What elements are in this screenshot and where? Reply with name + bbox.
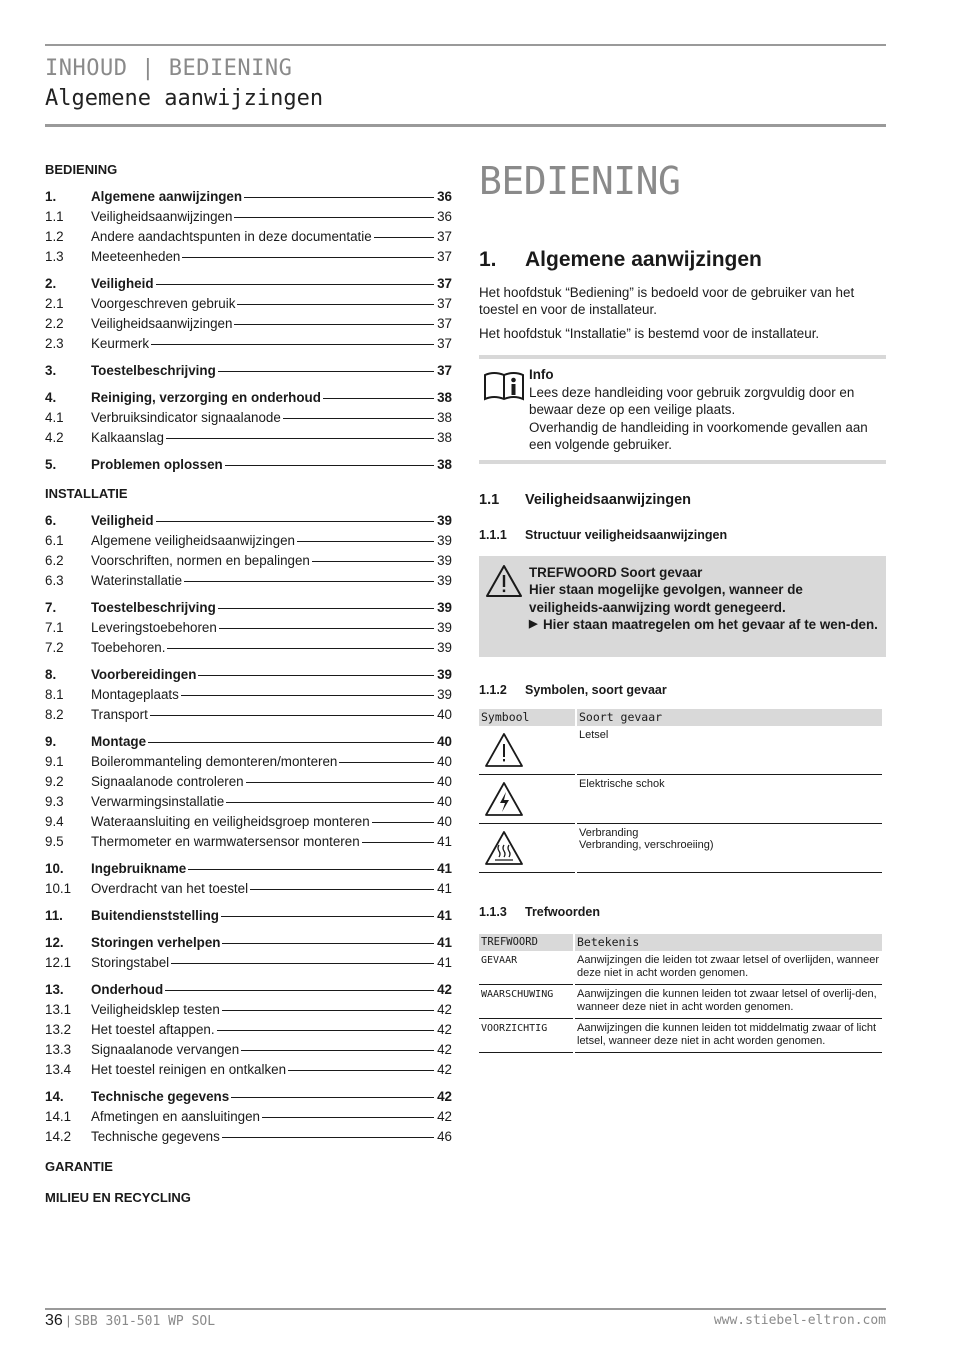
- toc-leader-line: [323, 398, 434, 399]
- toc-leader-line: [218, 608, 434, 609]
- toc-entry-number: 9.2: [45, 774, 64, 789]
- toc-entry-label: Veiligheid: [91, 513, 154, 528]
- toc-entry[interactable]: [45, 1000, 452, 1020]
- subsubsection-title: Trefwoorden: [525, 904, 601, 919]
- subsubsection-number: 1.1.3: [479, 904, 507, 919]
- toc-entry-page: 40: [437, 707, 452, 722]
- toc-entry[interactable]: [45, 618, 452, 638]
- product-name: SBB 301-501 WP SOL: [74, 1314, 216, 1329]
- table-row: [479, 984, 882, 1018]
- section-title: Algemene aanwijzingen: [525, 248, 762, 271]
- table-row: [479, 951, 882, 985]
- toc-entry-number: 9.3: [45, 794, 64, 809]
- toc-entry-page: 39: [437, 513, 452, 528]
- symbols-table: [479, 709, 882, 873]
- toc-entry-label: Transport: [91, 707, 148, 722]
- toc-leader-line: [362, 842, 434, 843]
- toc-entry[interactable]: [45, 1020, 452, 1040]
- subsubsection-title: Structuur veiligheidsaanwijzingen: [525, 527, 728, 542]
- toc-entry-number: 1.2: [45, 229, 64, 244]
- toc-entry[interactable]: [45, 638, 452, 658]
- toc-entry-page: 37: [437, 229, 452, 244]
- toc-entry-page: 38: [437, 410, 452, 425]
- toc-entry-number: 3.: [45, 363, 57, 378]
- toc-entry-page: 36: [437, 209, 452, 224]
- toc-entry-page: 42: [437, 1022, 452, 1037]
- toc-entry[interactable]: [45, 1107, 452, 1127]
- toc-entry[interactable]: [45, 428, 452, 448]
- toc-entry-page: 39: [437, 620, 452, 635]
- toc-leader-line: [372, 822, 434, 823]
- toc-entry-number: 10.1: [45, 881, 72, 896]
- subsubsection-heading-keywords: [479, 905, 886, 919]
- toc-leader-line: [181, 695, 434, 696]
- toc-entry[interactable]: [45, 1040, 452, 1060]
- warning-box: [479, 556, 886, 657]
- toc-leader-line: [156, 521, 434, 522]
- subsection-heading: [479, 492, 886, 508]
- toc-leader-line: [226, 802, 434, 803]
- toc-entry-page: 39: [437, 533, 452, 548]
- toc-leader-line: [234, 217, 434, 218]
- toc-leader-line: [217, 1030, 434, 1031]
- toc-section-installatie: INSTALLATIE: [45, 486, 128, 501]
- toc-entry-label: Veiligheidsklep testen: [91, 1002, 220, 1017]
- header-rule: [45, 124, 886, 127]
- warning-triangle-icon: [483, 731, 525, 769]
- toc-leader-line: [222, 943, 434, 944]
- toc-entry-label: Toestelbeschrijving: [91, 600, 216, 615]
- toc-entry-page: 41: [437, 861, 452, 876]
- toc-entry-number: 13.: [45, 982, 64, 997]
- toc-entry-page: 39: [437, 600, 452, 615]
- toc-entry[interactable]: [45, 294, 452, 314]
- toc-leader-line: [283, 418, 434, 419]
- keyword-cell: VOORZICHTIG: [479, 1018, 573, 1052]
- toc-entry[interactable]: [45, 274, 452, 294]
- warning-step-text: Hier staan maatregelen om het gevaar af te wen-den.: [543, 617, 878, 632]
- toc-leader-line: [339, 762, 434, 763]
- toc-entry-number: 13.1: [45, 1002, 72, 1017]
- warning-triangle-icon: [484, 563, 524, 599]
- toc-entry-label: Wateraansluiting en veiligheidsgroep monteren: [91, 814, 370, 829]
- toc-entry[interactable]: [45, 1060, 452, 1080]
- toc-entry-page: 41: [437, 834, 452, 849]
- toc-entry[interactable]: [45, 598, 452, 618]
- toc-entry-page: 41: [437, 908, 452, 923]
- toc-entry[interactable]: [45, 732, 452, 752]
- toc-entry-label: Montageplaats: [91, 687, 179, 702]
- toc-leader-line: [297, 541, 434, 542]
- toc-entry-label: Signaalanode controleren: [91, 774, 244, 789]
- toc-entry[interactable]: [45, 455, 452, 475]
- toc-leader-line: [218, 371, 434, 372]
- subsubsection-number: 1.1.1: [479, 527, 507, 542]
- toc-entry[interactable]: [45, 772, 452, 792]
- toc-entry-page: 37: [437, 249, 452, 264]
- toc-entry-number: 1.1: [45, 209, 64, 224]
- toc-leader-line: [167, 648, 434, 649]
- toc-leader-line: [166, 438, 434, 439]
- toc-entry-label: Verwarmingsinstallatie: [91, 794, 225, 809]
- toc-entry-page: 37: [437, 363, 452, 378]
- toc-entry-number: 13.2: [45, 1022, 72, 1037]
- toc-entry-label: Technische gegevens: [91, 1129, 220, 1144]
- toc-leader-line: [222, 1010, 434, 1011]
- toc-leader-line: [156, 284, 434, 285]
- info-line-2: Overhandig de handleiding in voorkomende gevallen aan een volgende gebruiker.: [529, 419, 868, 452]
- toc-entry[interactable]: [45, 531, 452, 551]
- toc-leader-line: [237, 304, 434, 305]
- toc-entry[interactable]: [45, 334, 452, 354]
- toc-entry-number: 14.2: [45, 1129, 72, 1144]
- toc-leader-line: [234, 324, 434, 325]
- symbols-header-symbol: Symbool: [479, 709, 575, 726]
- toc-entry-page: 42: [437, 1002, 452, 1017]
- toc-entry[interactable]: [45, 705, 452, 725]
- info-line-1: Lees deze handleiding voor gebruik zorgvuldig door en bewaar deze op een veilige plaats.: [529, 384, 855, 417]
- toc-entry-page: 42: [437, 1062, 452, 1077]
- toc-entry[interactable]: [45, 1127, 452, 1147]
- toc-entry-label: Storingen verhelpen: [91, 935, 221, 950]
- toc-entry-number: 14.: [45, 1089, 64, 1104]
- toc-entry-page: 38: [437, 430, 452, 445]
- toc-entry-label: Voorgeschreven gebruik: [91, 296, 236, 311]
- toc-entry[interactable]: [45, 832, 452, 852]
- toc-leader-line: [244, 197, 434, 198]
- toc-entry-page: 41: [437, 955, 452, 970]
- toc-entry-number: 6.3: [45, 573, 64, 588]
- toc-entry[interactable]: [45, 187, 452, 207]
- toc-leader-line: [246, 782, 434, 783]
- toc-entry-label: Algemene veiligheidsaanwijzingen: [91, 533, 295, 548]
- toc-leader-line: [231, 1097, 434, 1098]
- toc-entry-number: 6.2: [45, 553, 64, 568]
- toc-entry[interactable]: [45, 571, 452, 591]
- toc-entry-label: Leveringstoebehoren: [91, 620, 217, 635]
- toc-entry[interactable]: [45, 551, 452, 571]
- toc-leader-line: [221, 916, 434, 917]
- toc-entry-number: 13.4: [45, 1062, 72, 1077]
- toc-entry[interactable]: [45, 314, 452, 334]
- info-title: Info: [529, 367, 554, 382]
- keywords-table: [479, 934, 882, 1053]
- toc-entry-number: 9.1: [45, 754, 64, 769]
- toc-entry-page: 40: [437, 734, 452, 749]
- table-row: [479, 774, 882, 823]
- toc-entry-label: Voorbereidingen: [91, 667, 197, 682]
- toc-entry-number: 7.1: [45, 620, 64, 635]
- toc-entry-label: Het toestel aftappen.: [91, 1022, 215, 1037]
- toc-entry-label: Toestelbeschrijving: [91, 363, 216, 378]
- toc-entry-page: 39: [437, 687, 452, 702]
- arrow-right-icon: ▶: [529, 618, 538, 630]
- toc-entry-number: 4.1: [45, 410, 64, 425]
- toc-entry-page: 39: [437, 667, 452, 682]
- toc-entry[interactable]: [45, 752, 452, 772]
- warning-text: Hier staan mogelijke gevolgen, wanneer de veiligheids-aanwijzing wordt genegeerd.: [529, 582, 803, 615]
- main-content: [479, 150, 886, 1053]
- toc-leader-line: [151, 344, 434, 345]
- toc-entry-number: 6.: [45, 513, 57, 528]
- toc-entry[interactable]: [45, 812, 452, 832]
- table-row: [479, 823, 882, 872]
- toc-entry-number: 4.2: [45, 430, 64, 445]
- subsubsection-number: 1.1.2: [479, 682, 507, 697]
- toc-entry[interactable]: [45, 227, 452, 247]
- meaning-cell: Aanwijzingen die kunnen leiden tot zwaar letsel of overlij-den, wanneer deze niet in acht worden genomen.: [575, 984, 882, 1018]
- toc-entry-label: Boilerommanteling demonteren/monteren: [91, 754, 338, 769]
- toc-entry-label: Veiligheid: [91, 276, 154, 291]
- toc-entry-label: Reiniging, verzorging en onderhoud: [91, 390, 321, 405]
- toc-entry-label: Buitendienststelling: [91, 908, 219, 923]
- toc-bediening-list: [45, 187, 452, 475]
- toc-entry[interactable]: [45, 408, 452, 428]
- toc-entry-label: Kalkaanslag: [91, 430, 164, 445]
- toc-leader-line: [188, 869, 434, 870]
- warning-title: TREFWOORD Soort gevaar: [529, 564, 703, 580]
- table-row: [479, 726, 882, 775]
- toc-leader-line: [312, 561, 434, 562]
- toc-entry[interactable]: [45, 511, 452, 531]
- toc-entry-number: 11.: [45, 908, 63, 923]
- toc-entry-page: 38: [437, 457, 452, 472]
- symbol-desc: Verbranding Verbranding, verschroeiing): [577, 823, 882, 872]
- toc-milieu: MILIEU EN RECYCLING: [45, 1190, 191, 1205]
- toc-entry-page: 41: [437, 935, 452, 950]
- toc-entry-number: 9.: [45, 734, 57, 749]
- toc-entry-number: 7.: [45, 600, 57, 615]
- toc-entry[interactable]: [45, 1087, 452, 1107]
- footer-separator: |: [66, 1313, 71, 1328]
- toc-entry-page: 39: [437, 573, 452, 588]
- toc-entry-page: 36: [437, 189, 452, 204]
- subsubsection-heading-symbols: [479, 683, 886, 697]
- toc-entry-number: 5.: [45, 457, 57, 472]
- symbol-desc: Elektrische schok: [577, 774, 882, 823]
- footer-rule: [45, 1308, 886, 1310]
- toc-entry-page: 41: [437, 881, 452, 896]
- toc-leader-line: [182, 257, 434, 258]
- toc-entry-page: 37: [437, 316, 452, 331]
- toc-entry[interactable]: [45, 361, 452, 381]
- toc-entry-label: Veiligheidsaanwijzingen: [91, 209, 233, 224]
- toc-entry-page: 42: [437, 1109, 452, 1124]
- toc-entry-page: 38: [437, 390, 452, 405]
- toc-entry-number: 8.2: [45, 707, 64, 722]
- toc-leader-line: [374, 237, 434, 238]
- toc-leader-line: [148, 742, 434, 743]
- section-number: 1.: [479, 248, 497, 271]
- toc-entry-number: 9.4: [45, 814, 64, 829]
- toc-entry[interactable]: [45, 859, 452, 879]
- burn-hazard-icon: [483, 829, 525, 867]
- toc-entry-number: 10.: [45, 861, 64, 876]
- table-row: [479, 1018, 882, 1052]
- toc-entry-label: Meeteenheden: [91, 249, 181, 264]
- toc-leader-line: [222, 1137, 434, 1138]
- toc-leader-line: [288, 1070, 434, 1071]
- toc-entry-label: Problemen oplossen: [91, 457, 223, 472]
- toc-entry-page: 40: [437, 814, 452, 829]
- footer-url: www.stiebel-eltron.com: [713, 1313, 886, 1328]
- toc-entry-label: Verbruiksindicator signaalanode: [91, 410, 281, 425]
- toc-entry[interactable]: [45, 980, 452, 1000]
- top-rule: [45, 44, 886, 46]
- toc-section-bediening: BEDIENING: [45, 162, 118, 177]
- toc-entry-label: Storingstabel: [91, 955, 170, 970]
- keywords-header-keyword: TREFWOORD: [479, 934, 573, 951]
- toc-entry-number: 2.: [45, 276, 57, 291]
- meaning-cell: Aanwijzingen die leiden tot zwaar letsel of overlijden, wanneer deze niet in acht worden genomen.: [575, 951, 882, 985]
- symbols-header-type: Soort gevaar: [577, 709, 882, 726]
- subsection-number: 1.1: [479, 491, 500, 508]
- toc-entry-number: 8.1: [45, 687, 64, 702]
- toc-entry[interactable]: [45, 906, 452, 926]
- info-box: [479, 355, 886, 464]
- toc-entry-page: 40: [437, 774, 452, 789]
- symbol-desc: Letsel: [577, 726, 882, 775]
- toc-entry-label: Algemene aanwijzingen: [91, 189, 243, 204]
- toc-entry-page: 40: [437, 794, 452, 809]
- toc-entry-label: Andere aandachtspunten in deze documentatie: [91, 229, 372, 244]
- toc-entry-number: 6.1: [45, 533, 64, 548]
- intro-paragraph-2: Het hoofdstuk “Installatie” is bestemd voor de installateur.: [479, 326, 820, 341]
- toc-entry-number: 4.: [45, 390, 57, 405]
- toc-garantie: GARANTIE: [45, 1159, 113, 1174]
- footer-left: [45, 1312, 215, 1330]
- toc-entry-page: 37: [437, 336, 452, 351]
- meaning-cell: Aanwijzingen die kunnen leiden tot middelmatig zwaar of licht letsel, wanneer deze niet in acht worden genomen.: [575, 1018, 882, 1052]
- subsubsection-heading-structure: [479, 528, 886, 542]
- toc-entry-label: Voorschriften, normen en bepalingen: [91, 553, 310, 568]
- toc-installatie-list: [45, 511, 452, 1147]
- toc-entry[interactable]: [45, 879, 452, 899]
- toc-entry-label: Signaalanode vervangen: [91, 1042, 240, 1057]
- toc-entry-number: 9.5: [45, 834, 64, 849]
- toc-entry[interactable]: [45, 207, 452, 227]
- toc-entry-number: 2.1: [45, 296, 64, 311]
- toc-entry[interactable]: [45, 685, 452, 705]
- toc-leader-line: [219, 628, 434, 629]
- toc-entry-label: Veiligheidsaanwijzingen: [91, 316, 233, 331]
- toc-entry-number: 2.2: [45, 316, 64, 331]
- subsubsection-title: Symbolen, soort gevaar: [525, 682, 667, 697]
- toc-entry-number: 1.3: [45, 249, 64, 264]
- toc-entry-label: Onderhoud: [91, 982, 164, 997]
- toc-entry-page: 39: [437, 553, 452, 568]
- toc-entry-page: 40: [437, 754, 452, 769]
- toc-entry-page: 42: [437, 1089, 452, 1104]
- toc-entry-page: 39: [437, 640, 452, 655]
- toc-leader-line: [241, 1050, 434, 1051]
- toc-entry-number: 1.: [45, 189, 57, 204]
- section-heading: [479, 248, 886, 272]
- toc-leader-line: [184, 581, 434, 582]
- toc-entry-page: 37: [437, 276, 452, 291]
- toc-entry[interactable]: [45, 388, 452, 408]
- book-info-icon: [483, 369, 525, 403]
- chapter-title: BEDIENING: [479, 159, 681, 203]
- toc-entry-label: Toebehoren.: [91, 640, 166, 655]
- toc-entry[interactable]: [45, 933, 452, 953]
- toc-entry-page: 42: [437, 982, 452, 997]
- toc-leader-line: [165, 990, 434, 991]
- toc-entry-number: 12.: [45, 935, 64, 950]
- toc-entry-label: Waterinstallatie: [91, 573, 183, 588]
- toc-entry-label: Ingebruikname: [91, 861, 187, 876]
- toc-entry-number: 14.1: [45, 1109, 72, 1124]
- keyword-cell: GEVAAR: [479, 951, 573, 985]
- toc-leader-line: [198, 675, 434, 676]
- keywords-header-meaning: Betekenis: [575, 934, 882, 951]
- electric-shock-icon: [483, 780, 525, 818]
- toc-leader-line: [262, 1117, 434, 1118]
- subsection-title: Veiligheidsaanwijzingen: [525, 491, 691, 508]
- header-title: Algemene aanwijzingen: [45, 86, 324, 111]
- toc-entry[interactable]: [45, 792, 452, 812]
- toc-entry[interactable]: [45, 665, 452, 685]
- toc-entry-number: 8.: [45, 667, 57, 682]
- page-number: 36: [45, 1312, 63, 1329]
- header-category: INHOUD | BEDIENING: [45, 56, 293, 81]
- toc-entry-number: 12.1: [45, 955, 72, 970]
- warning-step: [529, 616, 878, 634]
- toc-entry-number: 13.3: [45, 1042, 72, 1057]
- toc-entry-number: 7.2: [45, 640, 64, 655]
- toc-entry-label: Keurmerk: [91, 336, 150, 351]
- toc-entry-label: Thermometer en warmwatersensor monteren: [91, 834, 360, 849]
- toc-entry[interactable]: [45, 247, 452, 267]
- toc-leader-line: [225, 465, 434, 466]
- toc-entry-page: 46: [437, 1129, 452, 1144]
- toc-entry-number: 2.3: [45, 336, 64, 351]
- toc-entry-label: Overdracht van het toestel: [91, 881, 249, 896]
- toc-entry[interactable]: [45, 953, 452, 973]
- toc-entry-label: Technische gegevens: [91, 1089, 230, 1104]
- toc-entry-page: 37: [437, 296, 452, 311]
- toc-leader-line: [250, 889, 434, 890]
- toc-entry-page: 42: [437, 1042, 452, 1057]
- toc-entry-label: Afmetingen en aansluitingen: [91, 1109, 260, 1124]
- intro-paragraph-1: Het hoofdstuk “Bediening” is bedoeld voor de gebruiker van het toestel en voor de installateur.: [479, 285, 855, 317]
- table-of-contents: [45, 160, 452, 1208]
- toc-leader-line: [150, 715, 434, 716]
- keyword-cell: WAARSCHUWING: [479, 984, 573, 1018]
- toc-leader-line: [171, 963, 434, 964]
- toc-entry-label: Montage: [91, 734, 147, 749]
- toc-entry-label: Het toestel reinigen en ontkalken: [91, 1062, 287, 1077]
